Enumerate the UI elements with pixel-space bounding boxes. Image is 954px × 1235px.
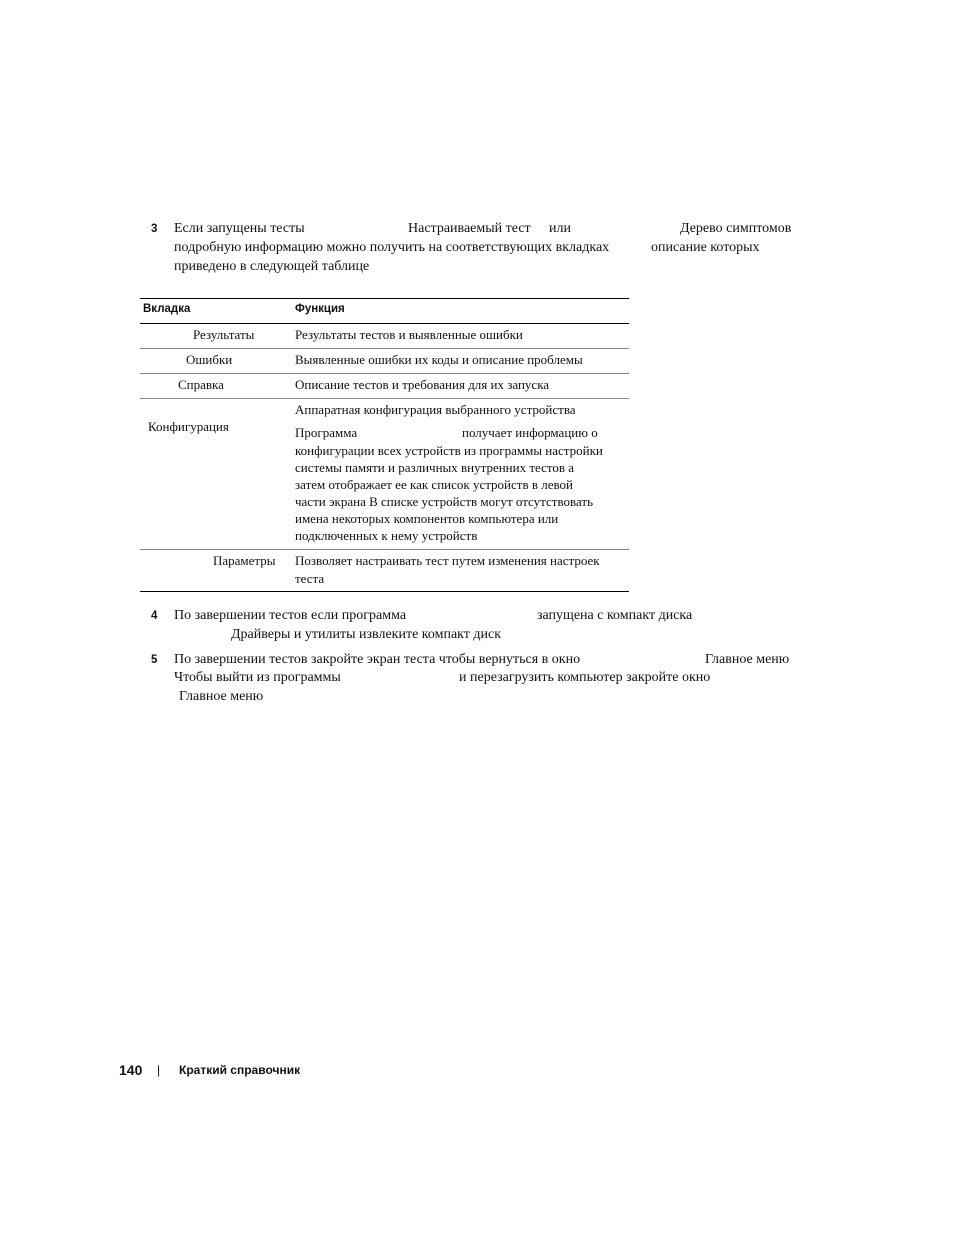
page-number: 140 (119, 1062, 143, 1078)
step-number: 5 (151, 654, 158, 666)
step-text: подробную информацию можно получить на соответствующих вкладках (174, 240, 610, 255)
row-divider (140, 348, 629, 349)
footer-title: Краткий справочник (179, 1063, 301, 1077)
ui-term: Дерево симптомов (680, 221, 792, 236)
tab-function: Выявленные ошибки их коды и описание проблемы (295, 352, 583, 367)
step-text: Чтобы выйти из программы (174, 670, 341, 685)
tab-function-detail: конфигурации всех устройств из программы настройки (295, 443, 603, 458)
tab-name: Справка (178, 377, 224, 392)
tab-name: Ошибки (186, 352, 233, 367)
step-text: По завершении тестов если программа (174, 608, 407, 623)
tab-function-detail: имена некоторых компонентов компьютера или (295, 511, 559, 526)
footer-separator: | (157, 1063, 161, 1077)
table-top-rule (140, 298, 629, 299)
table-bottom-rule (140, 591, 629, 592)
tab-function: Аппаратная конфигурация выбранного устройства (295, 402, 576, 417)
tab-function-detail: системы памяти и различных внутренних тестов а (295, 460, 575, 475)
tab-function: Позволяет настраивать тест путем изменения настроек (295, 553, 600, 568)
step-text: описание которых (651, 240, 760, 255)
column-header-function: Функция (295, 303, 345, 315)
ui-term: Главное меню (705, 652, 790, 667)
tab-function: теста (295, 571, 325, 586)
tab-function-detail: части экрана В списке устройств могут отсутствовать (295, 494, 594, 509)
tab-function: Описание тестов и требования для их запуска (295, 377, 550, 392)
step-number: 4 (151, 610, 158, 622)
ui-term: Настраиваемый тест (408, 221, 531, 236)
tab-function-detail: Программа (295, 425, 358, 440)
tab-name: Конфигурация (148, 419, 229, 434)
row-divider (140, 373, 629, 374)
step-text: запущена с компакт диска (537, 608, 693, 623)
column-header-tab: Вкладка (143, 303, 191, 315)
step-text: Драйверы и утилиты извлеките компакт диск (231, 627, 502, 642)
tab-function: Результаты тестов и выявленные ошибки (295, 327, 523, 342)
ui-term: Главное меню (179, 689, 264, 704)
step-text: приведено в следующей таблице (174, 259, 370, 274)
tab-function-detail: подключенных к нему устройств (295, 528, 478, 543)
header-rule (140, 323, 629, 324)
step-number: 3 (151, 223, 158, 235)
row-divider (140, 398, 629, 399)
row-divider (140, 549, 629, 550)
step-text: или (549, 221, 571, 236)
step-text: Если запущены тесты (174, 221, 305, 236)
tab-name: Результаты (193, 327, 255, 342)
tab-function-detail: получает информацию о (462, 425, 598, 440)
tab-function-detail: затем отображает ее как список устройств в левой (295, 477, 573, 492)
step-text: и перезагрузить компьютер закройте окно (459, 670, 711, 685)
step-text: По завершении тестов закройте экран теста чтобы вернуться в окно (174, 652, 581, 667)
tab-name: Параметры (213, 553, 276, 568)
